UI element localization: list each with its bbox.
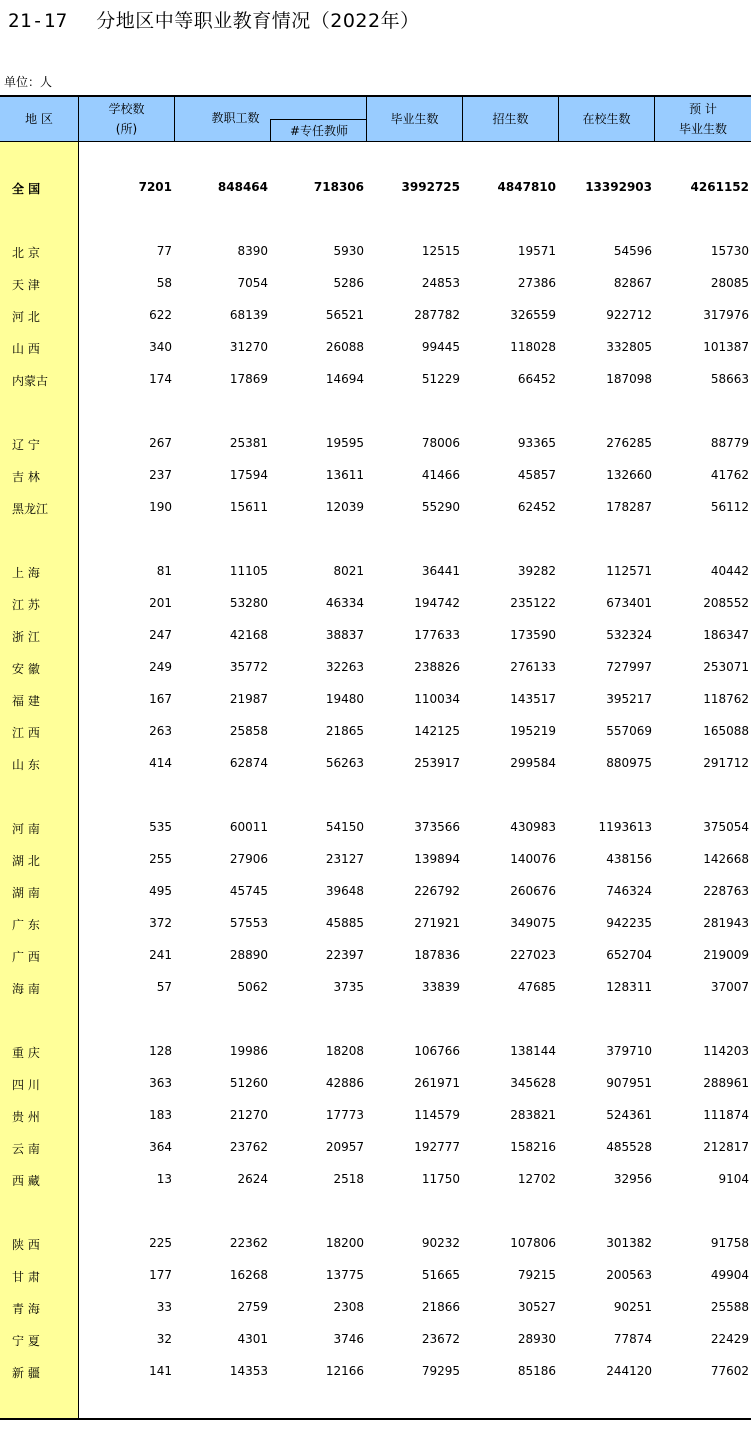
table-cell: 673401 [606,596,652,610]
row-region-name: 江 西 [12,726,40,740]
table-cell: 11750 [421,1172,460,1186]
table-cell: 495 [149,884,172,898]
table-cell: 187836 [414,948,460,962]
table-cell: 13775 [325,1268,364,1282]
table-cell: 90232 [421,1236,460,1250]
table-cell: 12166 [325,1364,364,1378]
table-cell: 118762 [703,692,749,706]
table-cell: 247 [149,628,172,642]
table-cell: 438156 [606,852,652,866]
table-cell: 27906 [229,852,268,866]
table-number: 21-17 [8,10,68,32]
row-region-name: 天 津 [12,278,40,292]
table-header [0,97,751,141]
header-students: 在校生数 [559,97,655,141]
row-region-name: 海 南 [12,982,40,996]
table-cell: 485528 [606,1140,652,1154]
table-cell: 5286 [333,276,364,290]
table-cell: 32263 [325,660,364,674]
table-cell: 33 [156,1300,172,1314]
table-cell: 2759 [237,1300,268,1314]
table-cell: 3746 [333,1332,364,1346]
row-region-name: 宁 夏 [12,1334,40,1348]
table-cell: 178287 [606,500,652,514]
table-cell: 17869 [229,372,268,386]
table-cell: 101387 [703,340,749,354]
table-cell: 25381 [229,436,268,450]
table-cell: 55290 [421,500,460,514]
table-cell: 32956 [613,1172,652,1186]
table-cell: 922712 [606,308,652,322]
table-cell: 165088 [703,724,749,738]
row-region-name: 广 东 [12,918,40,932]
table-cell: 235122 [510,596,556,610]
table-cell: 907951 [606,1076,652,1090]
table-cell: 3992725 [401,180,460,194]
table-cell: 261971 [414,1076,460,1090]
table-cell: 186347 [703,628,749,642]
table-cell: 332805 [606,340,652,354]
table-cell: 27386 [517,276,556,290]
table-cell: 14694 [325,372,364,386]
table-cell: 39648 [325,884,364,898]
table-cell: 24853 [421,276,460,290]
row-region-name: 湖 北 [12,854,40,868]
table-cell: 11105 [229,564,268,578]
row-region-name: 黑龙江 [12,502,49,516]
table-cell: 54596 [613,244,652,258]
table-cell: 19571 [517,244,556,258]
table-cell: 53280 [229,596,268,610]
table-cell: 524361 [606,1108,652,1122]
table-cell: 19986 [229,1044,268,1058]
table-cell: 15730 [710,244,749,258]
table-cell: 364 [149,1140,172,1154]
table-cell: 17594 [229,468,268,482]
table-cell: 2624 [237,1172,268,1186]
table-cell: 142125 [414,724,460,738]
table-cell: 349075 [510,916,556,930]
table-cell: 3735 [333,980,364,994]
table-cell: 187098 [606,372,652,386]
table-cell: 128 [149,1044,172,1058]
header-bottom-rule [0,141,751,142]
table-cell: 45857 [517,468,556,482]
table-cell: 62874 [229,756,268,770]
table-cell: 30527 [517,1300,556,1314]
table-cell: 77874 [613,1332,652,1346]
table-cell: 727997 [606,660,652,674]
table-cell: 288961 [703,1076,749,1090]
table-cell: 301382 [606,1236,652,1250]
table-cell: 25858 [229,724,268,738]
table-cell: 139894 [414,852,460,866]
table-cell: 12039 [325,500,364,514]
table-cell: 276285 [606,436,652,450]
table-cell: 238826 [414,660,460,674]
table-title: 分地区中等职业教育情况（2022年） [96,10,420,32]
table-cell: 21865 [325,724,364,738]
table-cell: 90251 [613,1300,652,1314]
table-cell: 201 [149,596,172,610]
table-cell: 253071 [703,660,749,674]
table-cell: 91758 [710,1236,749,1250]
bottom-rule [0,1418,751,1420]
table-cell: 23127 [325,852,364,866]
table-cell: 535 [149,820,172,834]
table-cell: 241 [149,948,172,962]
table-cell: 21270 [229,1108,268,1122]
table-cell: 45885 [325,916,364,930]
table-cell: 299584 [510,756,556,770]
table-cell: 2518 [333,1172,364,1186]
table-cell: 28930 [517,1332,556,1346]
header-schools [79,97,175,141]
table-cell: 19480 [325,692,364,706]
row-region-name: 辽 宁 [12,438,40,452]
row-region-name: 江 苏 [12,598,40,612]
table-cell: 142668 [703,852,749,866]
table-cell: 326559 [510,308,556,322]
table-cell: 395217 [606,692,652,706]
table-cell: 177633 [414,628,460,642]
table-cell: 56521 [325,308,364,322]
table-cell: 158216 [510,1140,556,1154]
table-cell: 141 [149,1364,172,1378]
table-cell: 4261152 [690,180,749,194]
row-region-name: 全 国 [12,182,41,196]
table-cell: 287782 [414,308,460,322]
table-cell: 79295 [421,1364,460,1378]
table-cell: 23672 [421,1332,460,1346]
table-cell: 58663 [710,372,749,386]
table-cell: 226792 [414,884,460,898]
table-cell: 106766 [414,1044,460,1058]
table-cell: 18200 [325,1236,364,1250]
table-cell: 281943 [703,916,749,930]
table-cell: 46334 [325,596,364,610]
table-cell: 219009 [703,948,749,962]
header-expected-graduates [655,97,751,141]
table-cell: 77 [156,244,172,258]
table-cell: 622 [149,308,172,322]
table-cell: 379710 [606,1044,652,1058]
table-cell: 263 [149,724,172,738]
row-region-name: 福 建 [12,694,40,708]
header-teachers: #专任教师 [270,119,367,141]
table-cell: 173590 [510,628,556,642]
table-cell: 255 [149,852,172,866]
table-cell: 132660 [606,468,652,482]
row-region-name: 吉 林 [12,470,40,484]
table-cell: 253917 [414,756,460,770]
table-cell: 114203 [703,1044,749,1058]
table-cell: 138144 [510,1044,556,1058]
table-cell: 19595 [325,436,364,450]
table-cell: 68139 [229,308,268,322]
row-region-name: 甘 肃 [12,1270,40,1284]
row-region-name: 安 徽 [12,662,40,676]
table-cell: 283821 [510,1108,556,1122]
header-region: 地 区 [0,97,79,141]
table-cell: 16268 [229,1268,268,1282]
table-cell: 143517 [510,692,556,706]
table-cell: 21987 [229,692,268,706]
table-cell: 718306 [313,180,364,194]
table-cell: 414 [149,756,172,770]
row-region-name: 北 京 [12,246,40,260]
table-cell: 22397 [325,948,364,962]
header-graduates: 毕业生数 [367,97,463,141]
table-cell: 41762 [710,468,749,482]
table-cell: 1193613 [598,820,652,834]
row-region-name: 浙 江 [12,630,40,644]
page-title [8,6,420,33]
table-cell: 200563 [606,1268,652,1282]
row-region-name: 四 川 [12,1078,40,1092]
table-cell: 8021 [333,564,364,578]
table-cell: 195219 [510,724,556,738]
row-region-name: 重 庆 [12,1046,40,1060]
table-cell: 88779 [710,436,749,450]
table-cell: 13 [156,1172,172,1186]
table-cell: 228763 [703,884,749,898]
table-cell: 271921 [414,916,460,930]
table-cell: 62452 [517,500,556,514]
table-cell: 848464 [217,180,268,194]
row-region-name: 河 北 [12,310,40,324]
table-cell: 267 [149,436,172,450]
header-staff: 教职工数 [175,97,367,141]
row-region-name: 陕 西 [12,1238,40,1252]
table-cell: 13611 [325,468,364,482]
table-cell: 174 [149,372,172,386]
table-cell: 60011 [229,820,268,834]
row-region-name: 内蒙古 [12,374,49,388]
table-cell: 35772 [229,660,268,674]
table-cell: 167 [149,692,172,706]
table-cell: 276133 [510,660,556,674]
table-cell: 47685 [517,980,556,994]
table-cell: 140076 [510,852,556,866]
table-cell: 2308 [333,1300,364,1314]
table-cell: 430983 [510,820,556,834]
row-region-name: 湖 南 [12,886,40,900]
table-cell: 363 [149,1076,172,1090]
table-cell: 112571 [606,564,652,578]
table-cell: 244120 [606,1364,652,1378]
table-cell: 32 [156,1332,172,1346]
table-cell: 12702 [517,1172,556,1186]
table-cell: 532324 [606,628,652,642]
table-cell: 4301 [237,1332,268,1346]
table-cell: 110034 [414,692,460,706]
table-cell: 317976 [703,308,749,322]
table-cell: 57 [156,980,172,994]
table-cell: 225 [149,1236,172,1250]
header-expected-line2: 毕业生数 [678,122,727,136]
table-cell: 45745 [229,884,268,898]
row-region-name: 贵 州 [12,1110,40,1124]
header-schools-label: 学校数 [108,102,145,116]
table-cell: 51229 [421,372,460,386]
row-region-name: 河 南 [12,822,40,836]
table-cell: 345628 [510,1076,556,1090]
table-cell: 41466 [421,468,460,482]
table-cell: 183 [149,1108,172,1122]
top-rule [0,95,751,97]
table-cell: 42886 [325,1076,364,1090]
table-cell: 13392903 [585,180,652,194]
table-cell: 85186 [517,1364,556,1378]
table-cell: 14353 [229,1364,268,1378]
table-cell: 340 [149,340,172,354]
table-cell: 8390 [237,244,268,258]
table-cell: 18208 [325,1044,364,1058]
table-cell: 372 [149,916,172,930]
table-cell: 557069 [606,724,652,738]
table-cell: 5930 [333,244,364,258]
row-region-name: 广 西 [12,950,40,964]
table-cell: 36441 [421,564,460,578]
table-cell: 51665 [421,1268,460,1282]
table-cell: 28890 [229,948,268,962]
row-region-name: 新 疆 [12,1366,40,1380]
table-cell: 22362 [229,1236,268,1250]
table-cell: 746324 [606,884,652,898]
table-cell: 208552 [703,596,749,610]
table-cell: 39282 [517,564,556,578]
table-cell: 652704 [606,948,652,962]
table-cell: 26088 [325,340,364,354]
table-cell: 373566 [414,820,460,834]
header-enrollment: 招生数 [463,97,559,141]
table-cell: 880975 [606,756,652,770]
table-cell: 51260 [229,1076,268,1090]
table-cell: 192777 [414,1140,460,1154]
table-cell: 78006 [421,436,460,450]
table-cell: 12515 [421,244,460,258]
table-cell: 37007 [710,980,749,994]
table-cell: 40442 [710,564,749,578]
row-region-name: 上 海 [12,566,40,580]
table-cell: 9104 [718,1172,749,1186]
table-cell: 190 [149,500,172,514]
table-cell: 28085 [710,276,749,290]
row-region-name: 西 藏 [12,1174,40,1188]
row-region-name: 山 东 [12,758,40,772]
table-cell: 58 [156,276,172,290]
table-cell: 57553 [229,916,268,930]
table-cell: 118028 [510,340,556,354]
table-cell: 7054 [237,276,268,290]
table-cell: 49904 [710,1268,749,1282]
table-cell: 5062 [237,980,268,994]
table-cell: 291712 [703,756,749,770]
table-cell: 111874 [703,1108,749,1122]
table-cell: 22429 [710,1332,749,1346]
table-cell: 17773 [325,1108,364,1122]
table-cell: 77602 [710,1364,749,1378]
table-cell: 54150 [325,820,364,834]
table-cell: 260676 [510,884,556,898]
table-cell: 23762 [229,1140,268,1154]
row-region-name: 山 西 [12,342,40,356]
table-cell: 107806 [510,1236,556,1250]
table-cell: 33839 [421,980,460,994]
table-cell: 237 [149,468,172,482]
table-cell: 375054 [703,820,749,834]
table-cell: 212817 [703,1140,749,1154]
row-region-name: 云 南 [12,1142,40,1156]
table-cell: 177 [149,1268,172,1282]
table-cell: 56112 [710,500,749,514]
header-expected-line1: 预 计 [689,102,717,116]
table-cell: 227023 [510,948,556,962]
header-schools-unit: (所) [115,122,138,136]
table-cell: 66452 [517,372,556,386]
table-cell: 7201 [138,180,172,194]
table-cell: 82867 [613,276,652,290]
table-cell: 42168 [229,628,268,642]
table-cell: 99445 [421,340,460,354]
table-cell: 56263 [325,756,364,770]
table-cell: 194742 [414,596,460,610]
unit-label: 单位：人 [4,75,53,89]
table-cell: 93365 [517,436,556,450]
table-cell: 38837 [325,628,364,642]
table-cell: 249 [149,660,172,674]
table-cell: 31270 [229,340,268,354]
table-cell: 81 [156,564,172,578]
table-cell: 21866 [421,1300,460,1314]
table-cell: 25588 [710,1300,749,1314]
table-cell: 114579 [414,1108,460,1122]
row-region-name: 青 海 [12,1302,40,1316]
table-cell: 20957 [325,1140,364,1154]
table-cell: 15611 [229,500,268,514]
table-cell: 79215 [517,1268,556,1282]
table-cell: 4847810 [497,180,556,194]
table-cell: 128311 [606,980,652,994]
table-cell: 942235 [606,916,652,930]
